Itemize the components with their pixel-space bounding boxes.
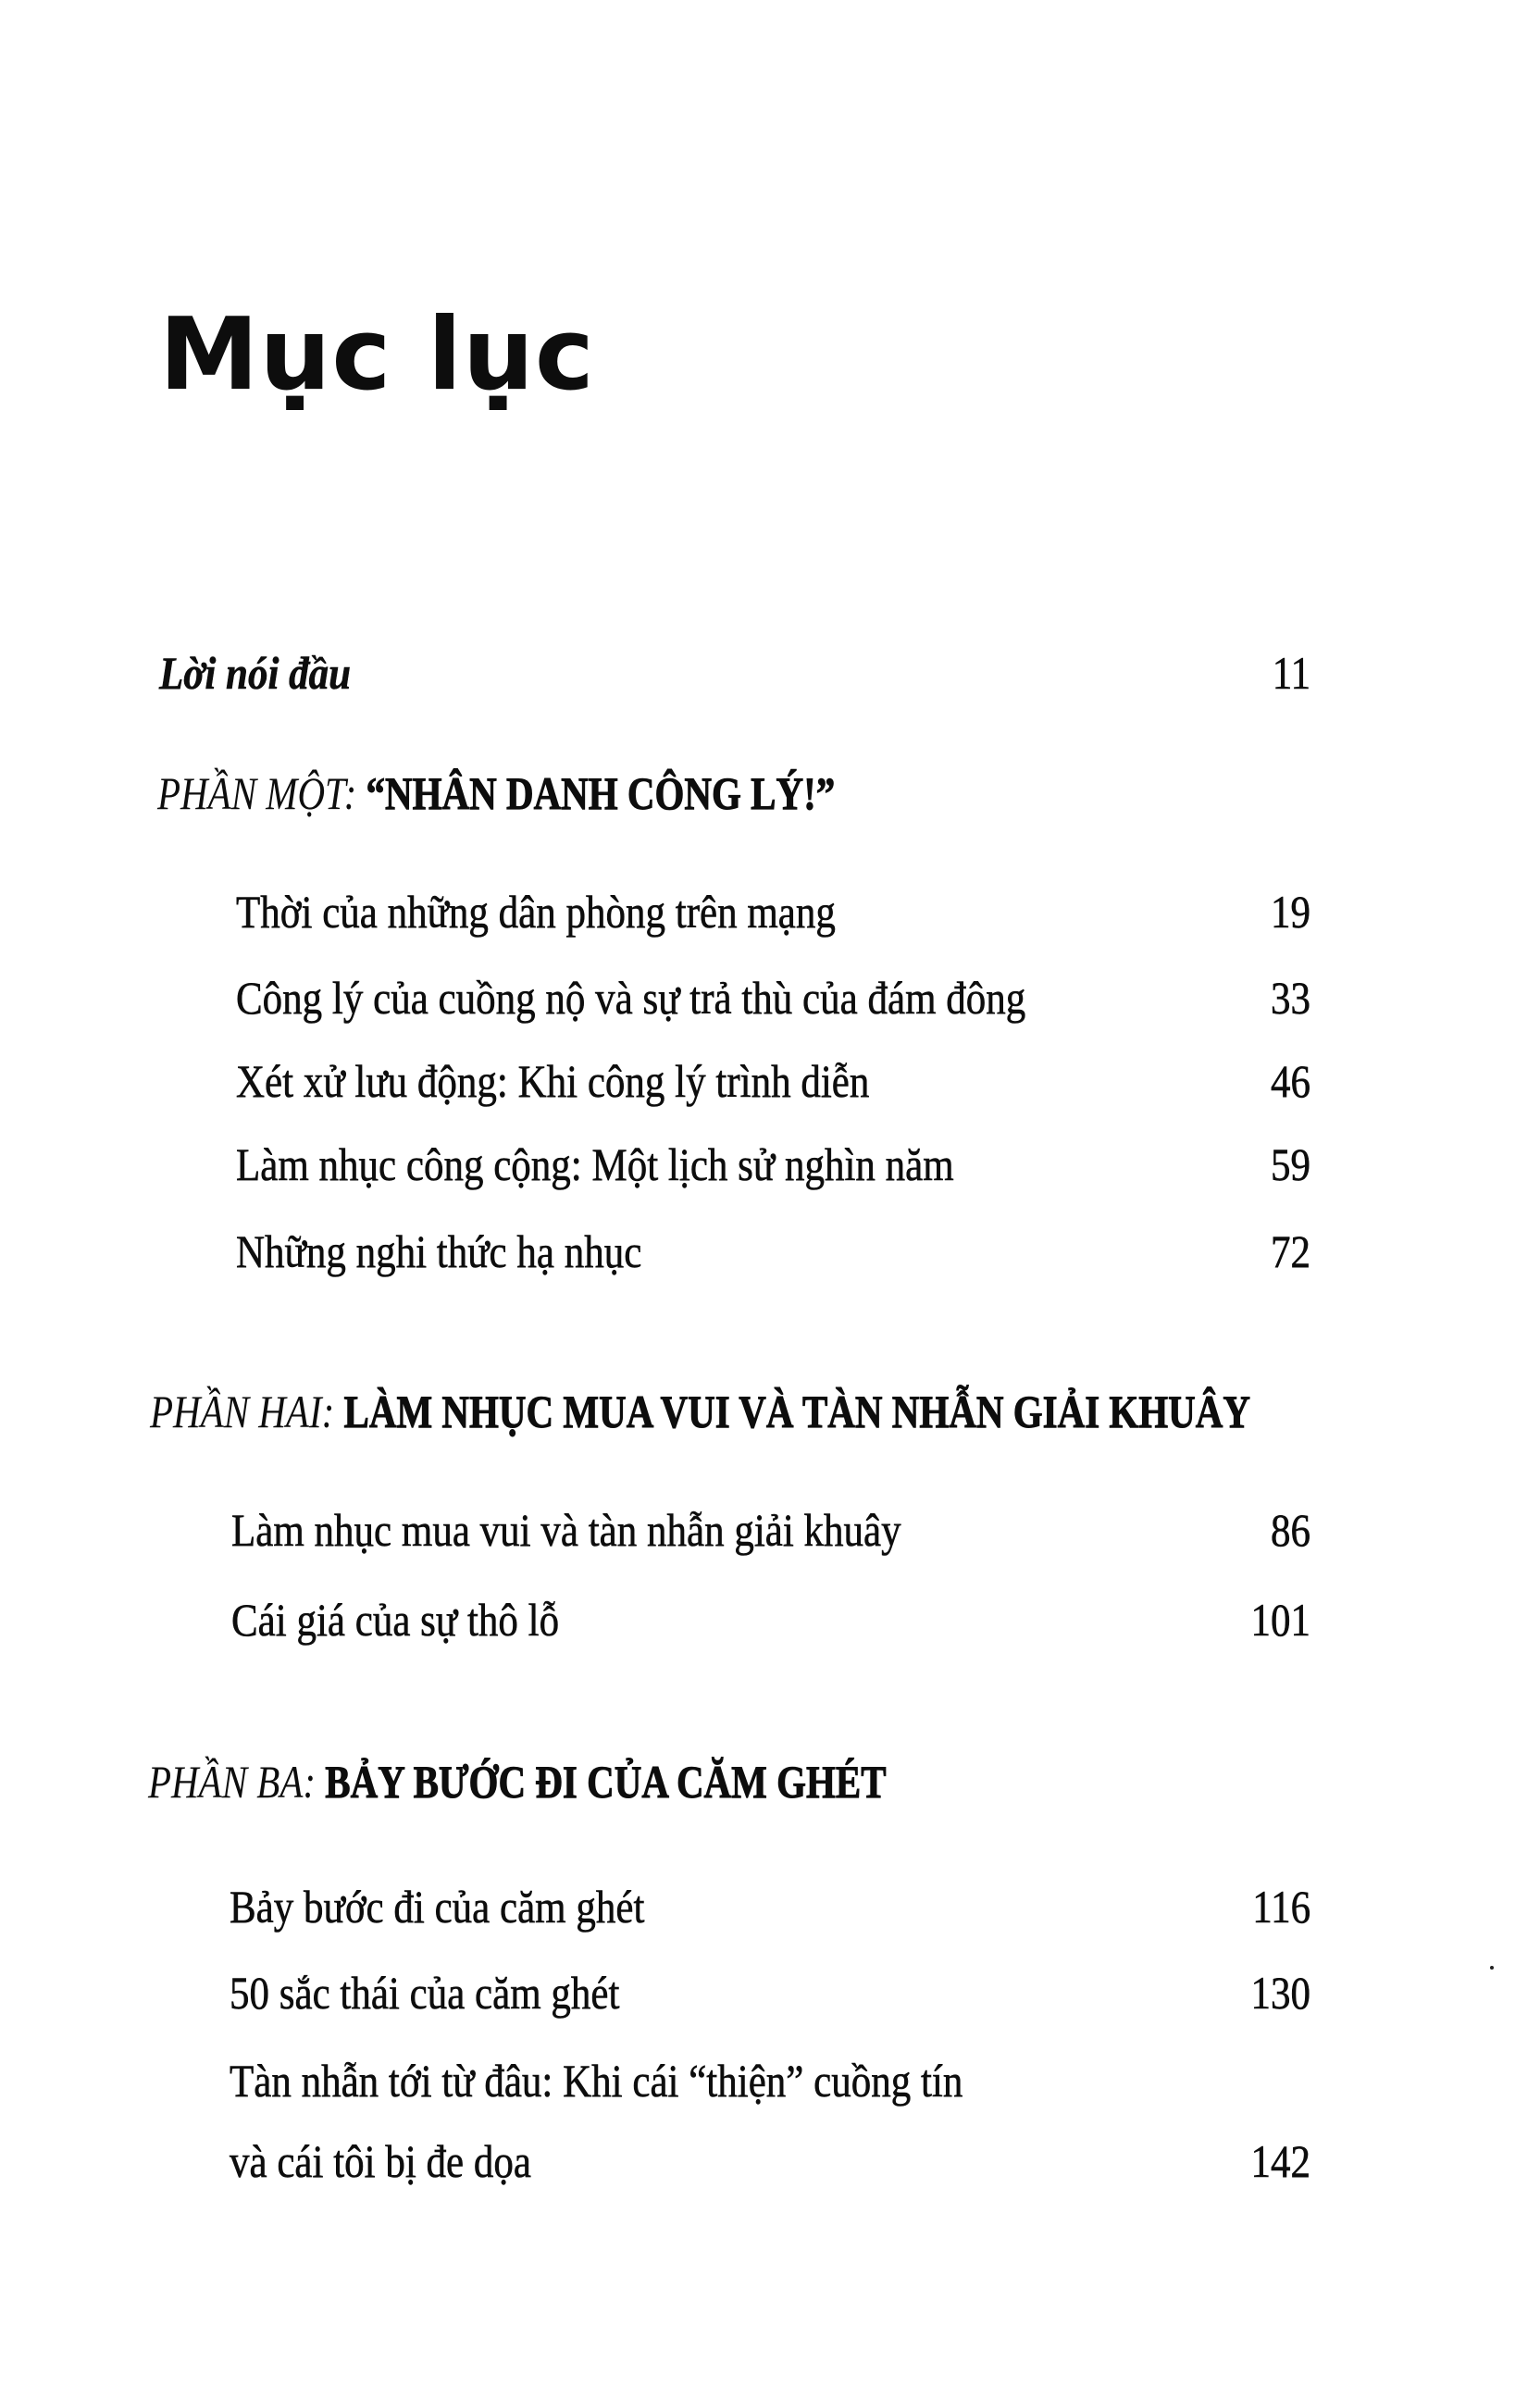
entry-title: 50 sắc thái của căm ghét: [230, 1967, 620, 2019]
toc-entry[interactable]: [0, 2133, 1540, 2189]
toc-entry[interactable]: [0, 884, 1540, 939]
part-name: “NHÂN DANH CÔNG LÝ!”: [366, 767, 836, 819]
entry-title: Cái giá của sự thô lỗ: [231, 1594, 560, 1646]
entry-title: Lời nói đầu: [159, 647, 352, 699]
entry-page-number: 46: [1271, 1055, 1310, 1107]
page-title: Mục lục: [159, 297, 595, 413]
entry-title-line-2: và cái tôi bị đe dọa: [230, 2135, 531, 2187]
entry-page-number: 11: [1272, 647, 1310, 699]
part-prefix: PHẦN HAI:: [150, 1386, 344, 1437]
entry-title: Những nghi thức hạ nhục: [236, 1225, 642, 1277]
entry-page-number: 72: [1271, 1225, 1310, 1277]
entry-title: Làm nhục công cộng: Một lịch sử nghìn năm: [236, 1138, 954, 1190]
part-heading-1: [0, 765, 1540, 821]
entry-page-number: 101: [1250, 1594, 1310, 1646]
toc-entry[interactable]: [0, 1137, 1540, 1192]
entry-page-number: 33: [1271, 972, 1310, 1024]
entry-title: Bảy bước đi của căm ghét: [230, 1881, 645, 1933]
part-prefix: PHẦN MỘT:: [157, 767, 366, 819]
entry-title: Làm nhục mua vui và tàn nhẫn giải khuây: [231, 1504, 901, 1556]
entry-page-number: 59: [1271, 1138, 1310, 1190]
part-prefix: PHẦN BA:: [148, 1756, 326, 1808]
toc-entry[interactable]: [0, 1053, 1540, 1109]
toc-entry[interactable]: [0, 1502, 1540, 1558]
entry-page-number: 142: [1250, 2135, 1310, 2187]
toc-entry[interactable]: [0, 970, 1540, 1025]
toc-entry[interactable]: [0, 2053, 1540, 2108]
part-heading-3: [0, 1754, 1540, 1809]
toc-entry[interactable]: [0, 1879, 1540, 1934]
entry-title: Thời của những dân phòng trên mạng: [236, 886, 836, 938]
entry-title: Xét xử lưu động: Khi công lý trình diễn: [236, 1055, 870, 1107]
toc-entry-preface[interactable]: [0, 645, 1540, 701]
entry-title: Công lý của cuồng nộ và sự trả thù của đám đông: [236, 972, 1026, 1024]
entry-title-line-1: Tàn nhẫn tới từ đâu: Khi cái “thiện” cuồng tín: [230, 2055, 963, 2107]
toc-entry[interactable]: [0, 1224, 1540, 1279]
entry-page-number: 86: [1271, 1504, 1310, 1556]
entry-page-number: 130: [1250, 1967, 1310, 2019]
toc-entry[interactable]: [0, 1592, 1540, 1647]
part-heading-2: [0, 1384, 1540, 1439]
entry-page-number: 19: [1271, 886, 1310, 938]
entry-page-number: 116: [1252, 1881, 1310, 1933]
print-speck: [1490, 1966, 1494, 1970]
part-name: BẢY BƯỚC ĐI CỦA CĂM GHÉT: [325, 1756, 887, 1808]
part-name: LÀM NHỤC MUA VUI VÀ TÀN NHẪN GIẢI KHUÂY: [343, 1386, 1251, 1437]
toc-entry[interactable]: [0, 1965, 1540, 2020]
